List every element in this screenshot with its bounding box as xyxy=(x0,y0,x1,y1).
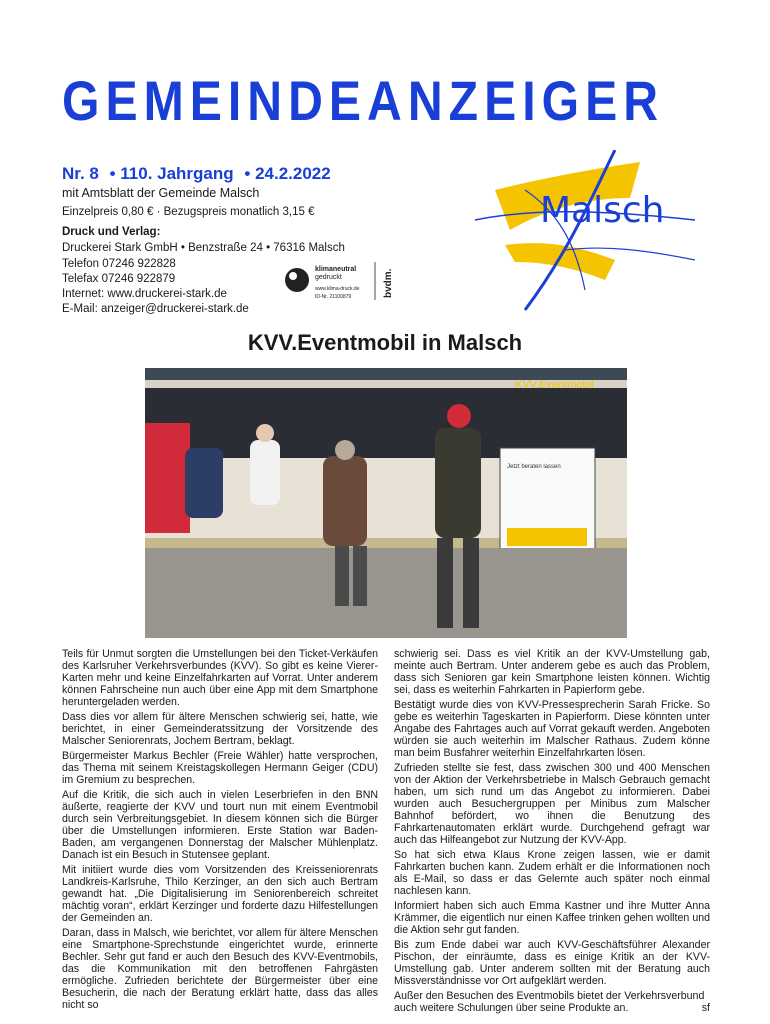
masthead-title: GEMEINDEANZEIGER xyxy=(62,69,665,132)
paragraph: So hat sich etwa Klaus Krone zeigen lassen, wie er damit Fahrkarten buchen kann. Zudem erhält er die Informationen noch als E-Mail, so dass er das Gelernte auch später noch einmal nachlesen kann. xyxy=(394,849,710,897)
photo-bus-text: KVV.Eventmobil xyxy=(515,379,594,391)
badge-id: ID-Nr. 21100879 xyxy=(315,294,352,300)
badge-line1: klimaneutral xyxy=(315,266,357,273)
price-line: Einzelpreis 0,80 € · Bezugspreis monatlich 3,15 € xyxy=(62,206,315,218)
paragraph: Bürgermeister Markus Bechler (Freie Wähler) hatte versprochen, das Thema mit seinem Kreistagskollegen Hermann Geiger (CDU) im Gremium zu besprechen. xyxy=(62,750,378,786)
issue-date: • 24.2.2022 xyxy=(244,164,331,183)
paragraph: Teils für Unmut sorgten die Umstellungen bei den Ticket-Verkäufen des Karlsruher Verkehrsverbundes (KVV). So gibt es keine Vierer-Karten mehr und keine Einzelfahrkarten auf Vorrat. Unter anderem können Fahrscheine nun auch über eine App mit dem Smartphone heruntergeladen werden. xyxy=(62,648,378,708)
malsch-logo xyxy=(465,150,715,315)
paragraph: schwierig sei. Dass es viel Kritik an der KVV-Umstellung gab, meinte auch Bertram. Unter anderem gebe es auch das Problem, dass sich Senioren gar kein Smartphone leisten können. Wichtig sei, dass es weiterhin Fahrkarten in Papierform gebe. xyxy=(394,648,710,696)
paragraph: Informiert haben sich auch Emma Kastner und ihre Mutter Anna Krämmer, die eigentlich nur einen Kaffee trinken gehen wollten und die Aktion sehr gut fanden. xyxy=(394,900,710,936)
article-column-2 xyxy=(394,648,710,1017)
article-column-1 xyxy=(62,648,378,1014)
paragraph: Bis zum Ende dabei war auch KVV-Geschäftsführer Alexander Pischon, der einräumte, dass es einige Kritik an der KVV-Umstellung gab. Unter anderem sollten mit der Beratung auch Missverständnisse vor Ort aufgeklärt werden. xyxy=(394,939,710,987)
climate-neutral-badge xyxy=(283,260,398,302)
article-headline: KVV.Eventmobil in Malsch xyxy=(247,330,523,355)
bvdm-logo: bvdm. xyxy=(383,268,394,298)
fax-line: Telefax 07246 922879 xyxy=(62,273,176,285)
photo-poster-text: Jetzt beraten lassen xyxy=(507,464,561,470)
paragraph-text: Außer den Besuchen des Eventmobils bietet der Verkehrsverbund auch weitere Schulungen über seine Produkte an. xyxy=(394,990,705,1014)
badge-line2: gedruckt xyxy=(315,274,342,281)
issue-year: • 110. Jahrgang xyxy=(109,164,234,183)
issue-line xyxy=(62,164,337,184)
red-poster xyxy=(145,423,190,533)
paragraph: Dass dies vor allem für ältere Menschen schwierig sei, hatte, wie berichtet, in einer Gemeinderatssitzung der Vorsitzende des Malscher Seniorenrats, Jochem Bertram, beklagt. xyxy=(62,711,378,747)
paragraph: Mit initiiert wurde dies vom Vorsitzenden des Kreisseniorenrats Landkreis-Karlsruhe, Thilo Kerzinger, an den sich auch Bertram gewandt hat. „Die Digitalisierung im Seniorenbereich schreitet mächtig voran“, erklärt Kerzinger und forderte dazu Hilfestellungen der Gemeinden an. xyxy=(62,864,378,924)
badge-url: www.klima-druck.de xyxy=(315,286,360,292)
paragraph: Bestätigt wurde dies von KVV-Pressesprecherin Sarah Fricke. So gebe es weiterhin Tageskarten in Papierform. Diese könnten unter Angabe des Fahrtages auch auf Vorrat gekauft werden. Angeboten würden sie auch weiterhin im Malscher Rathaus. Zudem könne man beim Busfahrer weiterhin Einzelfahrkarten lösen. xyxy=(394,699,710,759)
internet-line[interactable]: Internet: www.druckerei-stark.de xyxy=(62,288,227,300)
globe-icon xyxy=(285,268,309,292)
paragraph-last xyxy=(394,990,710,1014)
print-heading: Druck und Verlag: xyxy=(62,226,161,238)
paragraph: Daran, dass in Malsch, wie berichtet, vor allem für ältere Menschen eine Smartphone-Sprechstunde eingerichtet wurde, erinnerte Bechler. Sehr gut fand er auch den Besuch des KVV-Eventmobils, das die Kommunikation mit den betroffenen Fahrgästen ermögliche. Zufrieden berichtete der Bürgermeister über eine Besucherin, die nach der Beratung erklärt hatte, dass das alles nicht so xyxy=(62,927,378,1011)
printer-address: Druckerei Stark GmbH • Benzstraße 24 • 76316 Malsch xyxy=(62,242,345,254)
author-signature: sf xyxy=(701,1002,710,1014)
logo-text: Malsch xyxy=(540,190,665,231)
paragraph: Zufrieden stellte sie fest, dass zwischen 300 und 400 Menschen von der Aktion der Verkehrsbetriebe in Malsch Gebrauch gemacht haben, um sich rund um das Angebot zu informieren. Dabei wurden auch Besuchergruppen per Minibus zum Malscher Bahnhof befördert, wo ihnen die Benutzung des Fahrkartenautomaten erklärt wurde. Durchgehend gefragt war auch das Hilfeangebot zur Nutzung der KVV-App. xyxy=(394,762,710,846)
article-photo xyxy=(145,368,627,638)
subtitle: mit Amtsblatt der Gemeinde Malsch xyxy=(62,186,260,200)
issue-number: Nr. 8 xyxy=(62,164,99,183)
phone-line: Telefon 07246 922828 xyxy=(62,258,176,270)
paragraph: Auf die Kritik, die sich auch in vielen Leserbriefen in den BNN äußerte, reagierte der KVV und tourt nun mit einem Eventmobil durch sein Verbreitungsgebiet. In diesem können sich die Bürger über die Umstellungen informieren. Erste Station war Baden-Baden, am vergangenen Donnerstag der Malscher Mühlenplatz. Danach ist ein Besuch in Stutensee geplant. xyxy=(62,789,378,861)
email-line[interactable]: E-Mail: anzeiger@druckerei-stark.de xyxy=(62,303,249,315)
